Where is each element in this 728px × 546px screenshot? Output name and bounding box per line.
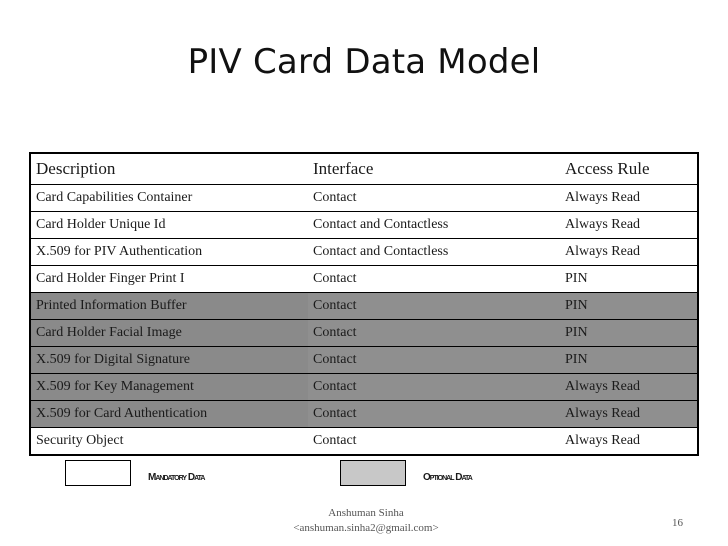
cell-description: Card Holder Unique Id (30, 212, 308, 239)
table-header-row (30, 153, 698, 185)
cell-access-rule: Always Read (560, 239, 698, 266)
table-row (30, 320, 698, 347)
cell-description: Card Holder Finger Print I (30, 266, 308, 293)
cell-interface: Contact (308, 347, 560, 374)
cell-interface: Contact and Contactless (308, 212, 560, 239)
mandatory-legend-label: Mandatory Data (148, 472, 205, 483)
page-number: 16 (672, 517, 683, 529)
cell-access-rule: Always Read (560, 428, 698, 456)
cell-description: X.509 for Digital Signature (30, 347, 308, 374)
cell-interface: Contact (308, 401, 560, 428)
table-row (30, 401, 698, 428)
table-row (30, 266, 698, 293)
cell-interface: Contact and Contactless (308, 239, 560, 266)
cell-interface: Contact (308, 374, 560, 401)
header-access-rule: Access Rule (560, 153, 698, 185)
table-row (30, 212, 698, 239)
cell-interface: Contact (308, 185, 560, 212)
table-row (30, 374, 698, 401)
cell-access-rule: Always Read (560, 185, 698, 212)
cell-interface: Contact (308, 428, 560, 456)
cell-access-rule: Always Read (560, 374, 698, 401)
cell-interface: Contact (308, 266, 560, 293)
cell-access-rule: PIN (560, 266, 698, 293)
cell-access-rule: PIN (560, 293, 698, 320)
author-name: Anshuman Sinha (328, 507, 404, 519)
cell-description: X.509 for Card Authentication (30, 401, 308, 428)
header-description: Description (30, 153, 308, 185)
cell-access-rule: Always Read (560, 401, 698, 428)
author-email: <anshuman.sinha2@gmail.com> (293, 522, 439, 534)
footer-author (280, 506, 452, 536)
cell-description: X.509 for PIV Authentication (30, 239, 308, 266)
cell-access-rule: Always Read (560, 212, 698, 239)
table-row (30, 428, 698, 456)
cell-access-rule: PIN (560, 320, 698, 347)
table-row (30, 185, 698, 212)
table-row (30, 293, 698, 320)
slide-title: PIV Card Data Model (187, 42, 541, 82)
cell-interface: Contact (308, 293, 560, 320)
cell-interface: Contact (308, 320, 560, 347)
header-interface: Interface (308, 153, 560, 185)
table-row (30, 347, 698, 374)
cell-description: X.509 for Key Management (30, 374, 308, 401)
optional-legend-swatch (340, 460, 406, 486)
mandatory-legend-swatch (65, 460, 131, 486)
cell-description: Printed Information Buffer (30, 293, 308, 320)
cell-description: Card Capabilities Container (30, 185, 308, 212)
cell-description: Card Holder Facial Image (30, 320, 308, 347)
table-row (30, 239, 698, 266)
cell-description: Security Object (30, 428, 308, 456)
optional-legend-label: Optional Data (423, 472, 472, 483)
cell-access-rule: PIN (560, 347, 698, 374)
piv-data-table (29, 152, 699, 456)
